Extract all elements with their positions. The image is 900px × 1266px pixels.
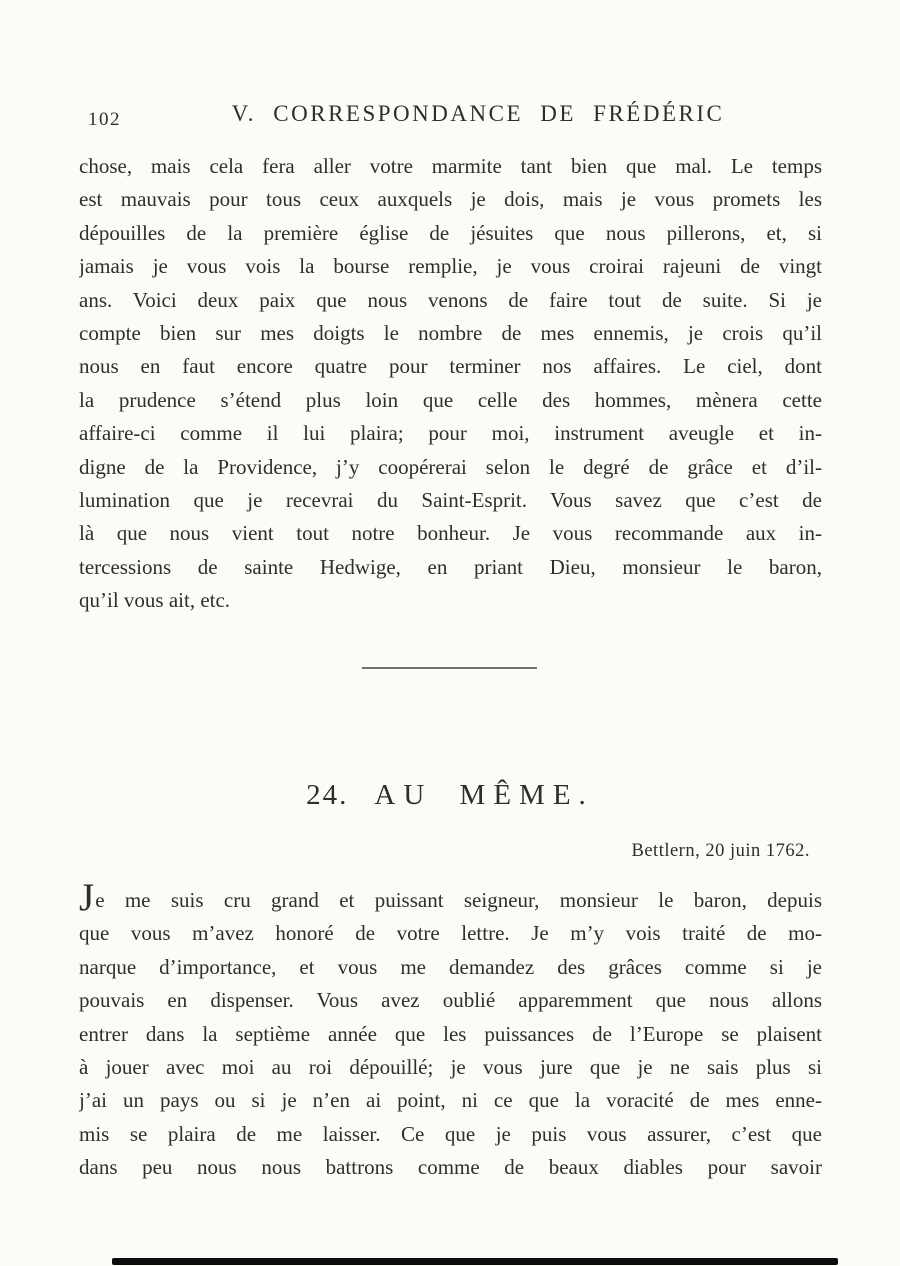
dateline: Bettlern, 20 juin 1762. [631,841,810,861]
letter-title: AU MÊME. [374,779,594,811]
text-line: pouvais en dispenser. Vous avez oublié apparemment que nous allons [79,988,822,1013]
text-line: la prudence s’étend plus loin que celle des hommes, mènera cette [79,387,822,412]
text-line: mis se plaira de me laisser. Ce que je puis vous assurer, c’est que [79,1121,822,1146]
text-line: à jouer avec moi au roi dépouillé; je vous jure que je ne sais plus si [79,1054,822,1079]
text-line: entrer dans la septième année que les puissances de l’Europe se plaisent [79,1021,822,1046]
section-divider-rule [362,667,537,669]
text-line: nous en faut encore quatre pour terminer nos affaires. Le ciel, dont [79,354,822,379]
text-line: narque d’importance, et vous me demandez des grâces comme si je [79,954,822,979]
text-line: dépouilles de la première église de jésuites que nous pillerons, et, si [79,220,822,245]
letter-24-body [79,884,822,1185]
text-line: digne de la Providence, j’y coopérerai selon le degré de grâce et d’il- [79,454,822,479]
text-line: chose, mais cela fera aller votre marmite tant bien que mal. Le temps [79,154,822,178]
text-line [79,884,822,917]
page-number: 102 [88,109,121,130]
letter-heading [0,779,900,812]
running-title: V. CORRESPONDANCE DE FRÉDÉRIC [231,101,725,126]
text-line: là que nous vient tout notre bonheur. Je vous recommande aux in- [79,521,822,546]
text-line: dans peu nous nous battrons comme de beaux diables pour savoir [79,1155,822,1180]
text-line: qu’il vous ait, etc. [79,588,231,613]
letter-23-body [79,150,822,617]
text-line: j’ai un pays ou si je n’en ai point, ni ce que la voracité de mes enne- [79,1088,822,1113]
scan-artifact-bar [112,1258,838,1265]
text-line: affaire-ci comme il lui plaira; pour moi, instrument aveugle et in- [79,421,822,446]
text-line: compte bien sur mes doigts le nombre de mes ennemis, je crois qu’il [79,320,822,345]
text-line: jamais je vous vois la bourse remplie, je vous croirai rajeuni de vingt [79,254,822,279]
text-line-rest: e me suis cru grand et puissant seigneur, monsieur le baron, depuis [95,888,822,912]
text-line: ans. Voici deux paix que nous venons de faire tout de suite. Si je [79,287,822,312]
running-header [0,101,900,137]
drop-cap-initial: J [79,884,95,918]
text-line: lumination que je recevrai du Saint-Esprit. Vous savez que c’est de [79,487,822,512]
text-line: que vous m’avez honoré de votre lettre. Je m’y vois traité de mo- [79,921,822,946]
text-line: est mauvais pour tous ceux auxquels je dois, mais je vous promets les [79,187,822,212]
letter-number: 24. [306,779,349,811]
text-line: tercessions de sainte Hedwige, en priant Dieu, monsieur le baron, [79,554,822,579]
